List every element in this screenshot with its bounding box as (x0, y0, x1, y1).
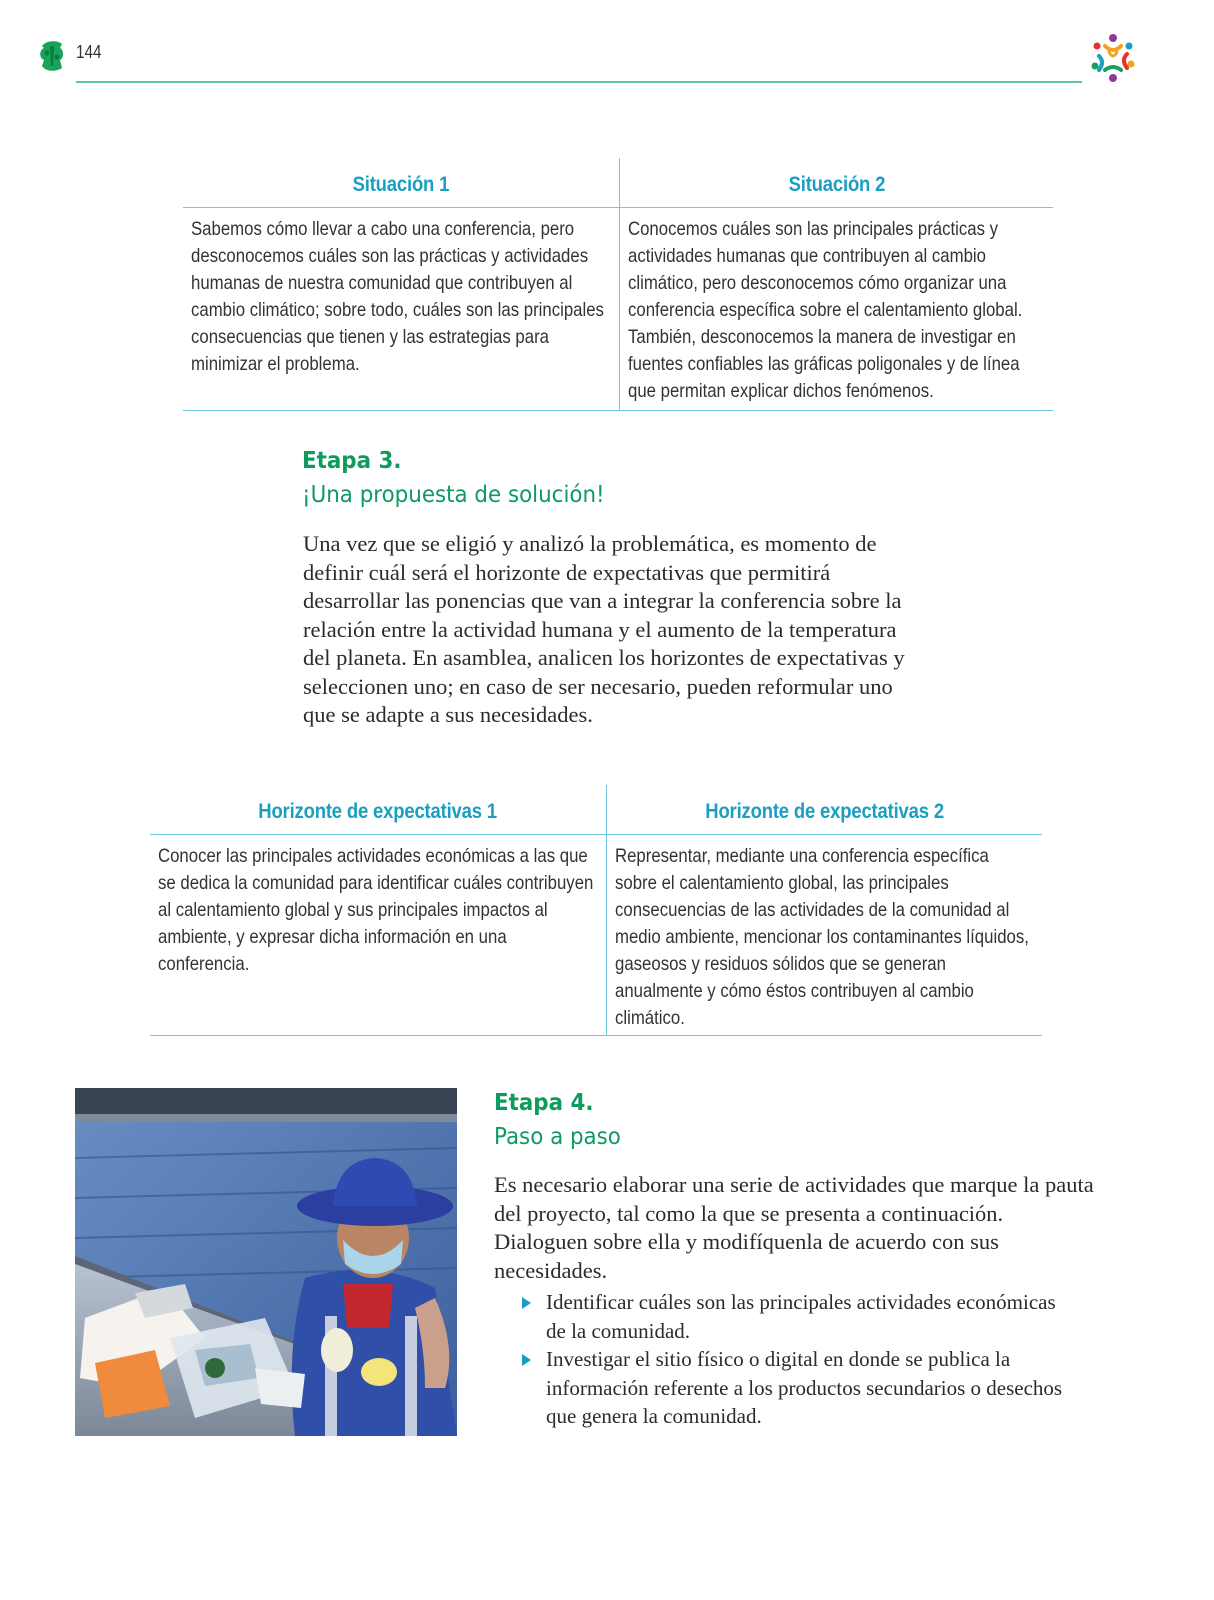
etapa-4-bullet-list (520, 1288, 1080, 1431)
horizonte-1-column (150, 785, 607, 1035)
horizonte-2-column (607, 785, 1042, 1035)
etapa-4-heading (494, 1086, 621, 1154)
situaciones-table (183, 158, 1053, 411)
list-item: Investigar el sitio físico o digital en donde se publica la información referente a los productos secundarios o desechos que genera la comunidad. (520, 1345, 1080, 1431)
situacion-2-header: Situación 2 (620, 158, 1053, 208)
list-item: Identificar cuáles son las principales actividades económicas de la comunidad. (520, 1288, 1080, 1345)
situacion-2-column (620, 158, 1053, 410)
etapa-3-title: Etapa 3. (302, 448, 402, 474)
etapa-4-title: Etapa 4. (494, 1090, 594, 1116)
triangle-bullet-icon (522, 1297, 531, 1309)
situacion-1-header: Situación 1 (183, 158, 619, 208)
horizonte-1-header: Horizonte de expectativas 1 (150, 785, 606, 835)
horizonte-1-text: Conocer las principales actividades económicas a las que se dedica la comunidad para identificar cuáles contribuyen al calentamiento global y sus principales impactos al ambiente, y expresar dicha información en una conferencia. (158, 845, 594, 975)
header-rule (76, 81, 1082, 83)
triangle-bullet-icon (522, 1354, 531, 1366)
horizontes-table (150, 785, 1042, 1036)
book-series-icon (36, 38, 68, 74)
community-logo-icon (1085, 30, 1141, 86)
situacion-1-text: Sabemos cómo llevar a cabo una conferencia, pero desconocemos cuáles son las prácticas y actividades humanas de nuestra comunidad que contribuyen al cambio climático; sobre todo, cuáles son las principales consecuencias que tienen y las estrategias para minimizar el problema. (191, 218, 604, 375)
horizonte-2-header: Horizonte de expectativas 2 (607, 785, 1042, 835)
etapa-3-paragraph: Una vez que se eligió y analizó la problemática, es momento de definir cuál será el horizonte de expectativas que permitirá desarrollar las ponencias que van a integrar la conferencia sobre la relación entre la actividad humana y el aumento de la temperatura del planeta. En asamblea, analicen los horizontes de expectativas y seleccionen uno; en caso de ser necesario, pueden reformular uno que se adapte a sus necesidades. (303, 531, 905, 727)
etapa-3-heading (302, 444, 605, 512)
situacion-2-text: Conocemos cuáles son las principales prácticas y actividades humanas que contribuyen al cambio climático, pero desconocemos cómo organizar una conferencia específica sobre el calentamiento global. También, desconocemos la manera de investigar en fuentes confiables las gráficas poligonales y de línea que permitan explicar dichos fenómenos. (628, 218, 1023, 402)
horizonte-2-text: Representar, mediante una conferencia específica sobre el calentamiento global, las principales consecuencias de las actividades de la comunidad al medio ambiente, mencionar los contaminantes líquidos, gaseosos y residuos sólidos que se generan anualmente y cómo éstos contribuyen al cambio climático. (615, 845, 1029, 1029)
page-number: 144 (76, 42, 102, 62)
situacion-1-column (183, 158, 620, 410)
recycling-worker-photo (75, 1088, 457, 1436)
etapa-4-paragraph: Es necesario elaborar una serie de actividades que marque la pauta del proyecto, tal como la que se presenta a continuación. Dialoguen sobre ella y modifíquenla de acuerdo con sus necesidades. (494, 1172, 1094, 1283)
etapa-3-subtitle: ¡Una propuesta de solución! (302, 482, 605, 508)
etapa-4-subtitle: Paso a paso (494, 1124, 621, 1150)
